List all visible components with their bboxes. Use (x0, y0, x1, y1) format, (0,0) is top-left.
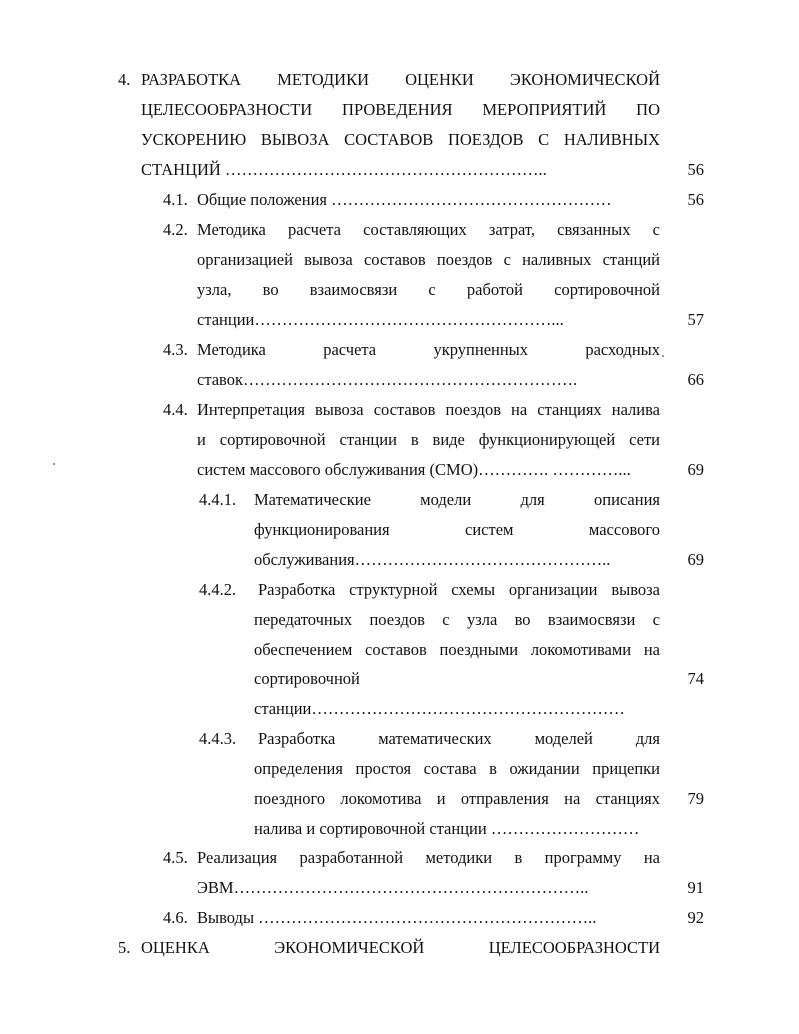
toc-4-3-page: 66 (687, 370, 704, 389)
toc-4-4-1-line-1: Математические модели для описания (254, 490, 660, 509)
toc-4-4-2-page: 74 (687, 669, 704, 688)
toc-4-4-2-line-3: обеспечением составов поездными локомотивами на (254, 640, 660, 659)
toc-4-4-1-line-2: функционирования систем массового (254, 520, 660, 539)
toc-number-4-2: 4.2. (163, 220, 188, 239)
toc-4-4-3-line-2: определения простоя состава в ожидании прицепки (254, 759, 660, 778)
toc-4-4-3-line-4: налива и сортировочной станции ……………………… (254, 819, 640, 838)
toc-5-line-1: ОЦЕНКА ЭКОНОМИЧЕСКОЙ ЦЕЛЕСООБРАЗНОСТИ (141, 938, 660, 957)
toc-4-2-line-2: организацией вывоза составов поездов с наливных станций (197, 250, 660, 269)
toc-4-4-1-line-3: обслуживания……………………………………….. (254, 550, 611, 569)
scan-speck (53, 463, 55, 465)
toc-4-4-line-1: Интерпретация вывоза составов поездов на станциях налива (197, 400, 660, 419)
toc-4-1-line-1: Общие положения …………………………………………… (197, 190, 612, 209)
toc-4-line-4: СТАНЦИЙ ………………………………………………….. (141, 160, 547, 179)
toc-4-5-page: 91 (687, 878, 704, 897)
toc-4-1-page: 56 (687, 190, 704, 209)
toc-number-4-1: 4.1. (163, 190, 188, 209)
toc-4-line-1: РАЗРАБОТКА МЕТОДИКИ ОЦЕНКИ ЭКОНОМИЧЕСКОЙ (141, 70, 660, 89)
toc-4-5-line-1: Реализация разработанной методики в программу на (197, 848, 660, 867)
toc-4-4-page: 69 (687, 460, 704, 479)
toc-number-4-4-2: 4.4.2. (199, 580, 237, 599)
toc-4-4-2-line-2: передаточных поездов с узла во взаимосвязи с (254, 610, 660, 629)
toc-number-5: 5. (118, 938, 131, 957)
toc-4-3-line-2: ставок……………………………………………………. (197, 370, 578, 389)
toc-4-4-3-line-3: поездного локомотива и отправления на станциях (254, 789, 660, 808)
toc-4-4-line-3: систем массового обслуживания (СМО)…………. …………... (197, 460, 631, 479)
toc-4-6-line-1: Выводы …………………………………………………….. (197, 908, 597, 927)
toc-number-4-6: 4.6. (163, 908, 188, 927)
toc-number-4-4: 4.4. (163, 400, 188, 419)
toc-number-4: 4. (118, 70, 131, 89)
toc-4-2-line-1: Методика расчета составляющих затрат, связанных с (197, 220, 660, 239)
toc-4-4-2-line-1: Разработка структурной схемы организации вывоза (258, 580, 660, 599)
toc-4-2-page: 57 (687, 310, 704, 329)
toc-4-4-2-line-5: станции………………………………………………… (254, 699, 625, 718)
toc-4-4-3-line-1: Разработка математических моделей для (258, 729, 660, 748)
toc-number-4-4-3: 4.4.3. (199, 729, 237, 748)
toc-4-line-2: ЦЕЛЕСООБРАЗНОСТИ ПРОВЕДЕНИЯ МЕРОПРИЯТИЙ ПО (141, 100, 660, 119)
toc-number-4-3: 4.3. (163, 340, 188, 359)
toc-4-5-line-2: ЭВМ……………………………………………………….. (197, 878, 589, 897)
toc-4-page: 56 (687, 160, 704, 179)
toc-4-4-line-2: и сортировочной станции в виде функционирующей сети (197, 430, 660, 449)
toc-number-4-4-1: 4.4.1. (199, 490, 237, 509)
toc-4-3-line-1: Методика расчета укрупненных расходных (197, 340, 660, 359)
toc-4-4-1-page: 69 (687, 550, 704, 569)
toc-4-line-3: УСКОРЕНИЮ ВЫВОЗА СОСТАВОВ ПОЕЗДОВ С НАЛИВНЫХ (141, 130, 660, 149)
toc-4-2-line-4: станции………………………………………………... (197, 310, 564, 329)
toc-number-4-5: 4.5. (163, 848, 188, 867)
toc-4-6-page: 92 (687, 908, 704, 927)
scan-speck (662, 355, 664, 357)
toc-4-4-3-page: 79 (687, 789, 704, 808)
toc-4-4-2-line-4: сортировочной (254, 669, 360, 688)
toc-4-2-line-3: узла, во взаимосвязи с работой сортировочной (197, 280, 660, 299)
